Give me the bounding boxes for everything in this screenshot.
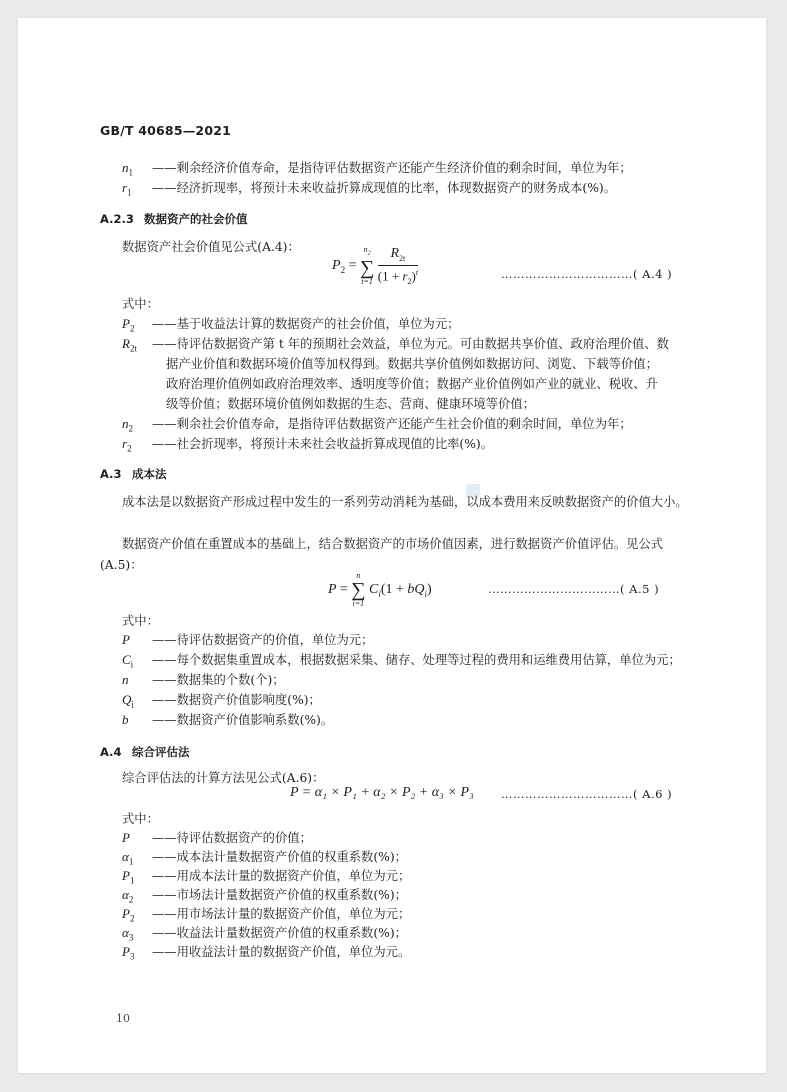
where-label: 式中： <box>122 614 159 628</box>
intro-text: 综合评估法的计算方法见公式(A.6)： <box>122 771 325 785</box>
definition-alpha3: $\alpha_3$ ——收益法计量数据资产价值的权重系数(%)； <box>122 925 407 943</box>
definition-n2: $n_2$ ——剩余社会价值寿命，是指待评估数据资产还能产生社会价值的剩余时间，单位为年； <box>122 416 632 434</box>
definition-alpha1: $\alpha_1$ ——成本法计量数据资产价值的权重系数(%)； <box>122 849 407 867</box>
definition-qi: $Q_i$ ——数据资产价值影响度(%)； <box>122 692 321 710</box>
definition-symbol: $r_1$ <box>122 180 132 198</box>
section-heading-a23: A.2.3 数据资产的社会价值 <box>100 212 248 226</box>
definition-continuation: 级等价值；数据环境价值例如数据的生态、营商、健康环境等价值； <box>166 397 535 411</box>
definition-text: ——经济折现率，将预计未来收益折算成现值的比率，体现数据资产的财务成本(%)。 <box>152 181 616 195</box>
paragraph-cost-formula-intro: 数据资产价值在重置成本的基础上，结合数据资产的市场价值因素，进行数据资产价值评估。见公式(A.5)： <box>100 537 664 572</box>
page-number: 10 <box>116 1012 130 1025</box>
definition-p: P ——待评估数据资产的价值，单位为元； <box>122 632 374 647</box>
definition-b: b ——数据资产价值影响系数(%)。 <box>122 712 334 727</box>
definition-alpha2: $\alpha_2$ ——市场法计量数据资产价值的权重系数(%)； <box>122 887 407 905</box>
definition-p: P ——待评估数据资产的价值； <box>122 830 312 845</box>
definition-continuation: 据产业价值和数据环境价值等加权得到。数据共享价值例如数据访问、浏览、下载等价值； <box>166 357 658 371</box>
where-label: 式中： <box>122 297 159 311</box>
section-heading-a3: A.3 成本法 <box>100 467 167 481</box>
definition-p3: $P_3$ ——用收益法计量的数据资产价值，单位为元。 <box>122 944 411 962</box>
definition-r2: $r_2$ ——社会折现率，将预计未来社会收益折算成现值的比率(%)。 <box>122 436 493 454</box>
formula-a6: P = α₁ × P₁ + α₂ × P₂ + α₃ × P₃ <box>290 785 474 800</box>
definition-r2t: $R_{2t}$ ——待评估数据资产第 t 年的预期社会效益，单位为元。可由数据共享价值、政府治理价值、数 <box>122 336 669 354</box>
document-page <box>18 18 766 1073</box>
paragraph-cost-method: 成本法是以数据资产形成过程中发生的一系列劳动消耗为基础，以成本费用来反映数据资产的价值大小。 <box>122 495 688 509</box>
definition-text: ——剩余经济价值寿命，是指待评估数据资产还能产生经济价值的剩余时间，单位为年； <box>152 161 632 175</box>
formula-a4: $P_2$ = $n_2$ ∑ t=1 $\frac{R_{2t}}{(1 + r_2)^t}$ <box>332 245 419 286</box>
standard-number: GB/T 40685—2021 <box>100 123 232 138</box>
formula-number-a4: ……………………………( A.4 ) <box>501 267 673 281</box>
formula-a5: P = n ∑ i=1 $C_i(1 + bQ_i)$ <box>328 571 432 608</box>
where-label: 式中： <box>122 812 159 826</box>
intro-text: 数据资产社会价值见公式(A.4)： <box>122 240 300 254</box>
formula-number-a5: ……………………………( A.5 ) <box>488 582 660 596</box>
summation-symbol: n ∑ i=1 <box>351 571 366 608</box>
definition-p2: $P_2$ ——基于收益法计算的数据资产的社会价值，单位为元； <box>122 316 460 334</box>
definition-p2: $P_2$ ——用市场法计量的数据资产价值，单位为元； <box>122 906 411 924</box>
definition-p1: $P_1$ ——用成本法计量的数据资产价值，单位为元； <box>122 868 411 886</box>
definition-symbol: $n_1$ <box>122 160 133 178</box>
section-heading-a4: A.4 综合评估法 <box>100 745 190 759</box>
fraction: $\frac{R_{2t}}{(1 + r_2)^t}$ <box>377 246 419 286</box>
definition-n: n ——数据集的个数(个)； <box>122 672 285 687</box>
definition-continuation: 政府治理价值例如政府治理效率、透明度等价值；数据产业价值例如产业的就业、税收、升 <box>166 377 658 391</box>
formula-number-a6: ……………………………( A.6 ) <box>501 787 673 801</box>
definition-r1 <box>122 179 616 202</box>
summation-symbol: $n_2$ ∑ t=1 <box>359 245 375 286</box>
definition-ci: $C_i$ ——每个数据集重置成本，根据数据采集、储存、处理等过程的费用和运维费用估算，单位为元； <box>122 652 681 670</box>
